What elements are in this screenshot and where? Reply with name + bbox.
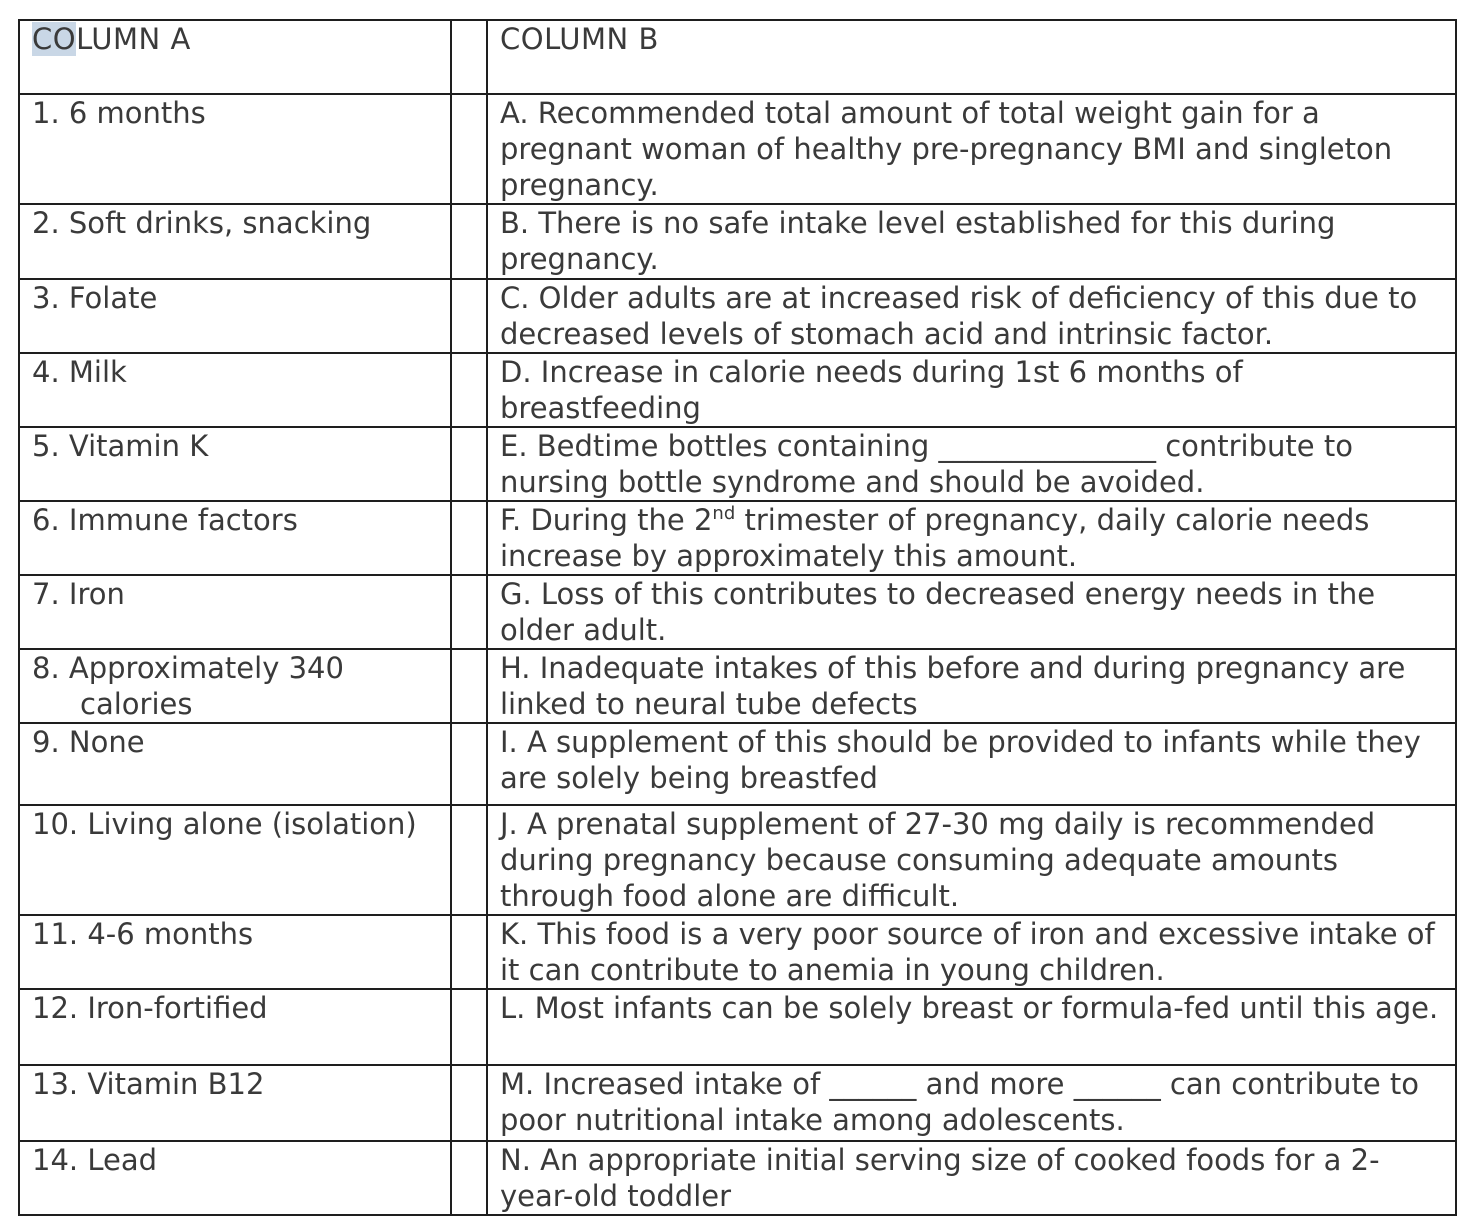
column-a-cell bbox=[19, 501, 451, 575]
column-a-item: 11. 4-6 months bbox=[32, 917, 254, 951]
column-a-item: 7. Iron bbox=[32, 577, 125, 611]
gap-cell bbox=[451, 1141, 487, 1215]
table-row bbox=[19, 723, 1456, 805]
table-row bbox=[19, 353, 1456, 427]
column-b-cell: C. Older adults are at increased risk of deficiency of this due to decreased levels of stomach acid and intrinsic factor. bbox=[487, 279, 1456, 353]
table-row bbox=[19, 427, 1456, 501]
gap-cell bbox=[451, 204, 487, 279]
column-a-cell bbox=[19, 94, 451, 204]
column-a-cell bbox=[19, 1141, 451, 1215]
column-a-header-text: LUMN A bbox=[76, 22, 191, 56]
table-row bbox=[19, 805, 1456, 915]
gap-cell bbox=[451, 1065, 487, 1141]
column-b-header: COLUMN B bbox=[487, 20, 1456, 94]
table-row bbox=[19, 204, 1456, 279]
column-a-item: 8. Approximately 340 calories bbox=[32, 651, 344, 721]
column-a-cell bbox=[19, 353, 451, 427]
gap-cell bbox=[451, 649, 487, 723]
column-b-text: F. During the 2 bbox=[500, 503, 713, 537]
gap-cell bbox=[451, 427, 487, 501]
gap-cell bbox=[451, 94, 487, 204]
column-a-item: 12. Iron-fortified bbox=[32, 991, 268, 1025]
gap-cell bbox=[451, 989, 487, 1065]
gap-cell bbox=[451, 575, 487, 649]
column-a-cell bbox=[19, 204, 451, 279]
table-row bbox=[19, 1141, 1456, 1215]
text-selection-highlight: CO bbox=[32, 22, 77, 56]
column-a-cell bbox=[19, 279, 451, 353]
gap-cell bbox=[451, 501, 487, 575]
column-b-cell: L. Most infants can be solely breast or formula-fed until this age. bbox=[487, 989, 1456, 1065]
gap-cell bbox=[451, 353, 487, 427]
column-a-item: 13. Vitamin B12 bbox=[32, 1067, 265, 1101]
table-row bbox=[19, 279, 1456, 353]
column-a-item: 10. Living alone (isolation) bbox=[32, 807, 417, 841]
column-b-cell: A. Recommended total amount of total weight gain for a pregnant woman of healthy pre-pregnancy BMI and singleton pregnancy. bbox=[487, 94, 1456, 204]
table-row bbox=[19, 989, 1456, 1065]
table-row bbox=[19, 501, 1456, 575]
column-b-cell: I. A supplement of this should be provided to infants while they are solely being breastfed bbox=[487, 723, 1456, 805]
column-b-text: trimester of pregnancy, daily calorie needs increase by approximately this amount. bbox=[500, 503, 1370, 573]
column-a-item: 4. Milk bbox=[32, 355, 127, 389]
ordinal-superscript: nd bbox=[712, 503, 736, 524]
column-a-item: 14. Lead bbox=[32, 1143, 158, 1177]
matching-table bbox=[18, 19, 1457, 1216]
column-a-item: 1. 6 months bbox=[32, 96, 206, 130]
column-b-cell: K. This food is a very poor source of iron and excessive intake of it can contribute to anemia in young children. bbox=[487, 915, 1456, 989]
column-b-cell: D. Increase in calorie needs during 1st 6 months of breastfeeding bbox=[487, 353, 1456, 427]
column-a-cell bbox=[19, 915, 451, 989]
gap-cell bbox=[451, 805, 487, 915]
header-row bbox=[19, 20, 1456, 94]
table-row bbox=[19, 1065, 1456, 1141]
gap-cell bbox=[451, 20, 487, 94]
column-a-cell bbox=[19, 805, 451, 915]
column-a-cell bbox=[19, 723, 451, 805]
column-b-cell: J. A prenatal supplement of 27-30 mg daily is recommended during pregnancy because consuming adequate amounts through food alone are difficult. bbox=[487, 805, 1456, 915]
table-row bbox=[19, 575, 1456, 649]
table-row bbox=[19, 915, 1456, 989]
table-row bbox=[19, 649, 1456, 723]
column-b-cell: E. Bedtime bottles containing _______________ contribute to nursing bottle syndrome and should be avoided. bbox=[487, 427, 1456, 501]
column-a-item: 5. Vitamin K bbox=[32, 429, 209, 463]
column-a-cell bbox=[19, 575, 451, 649]
gap-cell bbox=[451, 915, 487, 989]
column-a-cell bbox=[19, 989, 451, 1065]
column-b-cell bbox=[487, 501, 1456, 575]
column-a-cell bbox=[19, 427, 451, 501]
gap-cell bbox=[451, 279, 487, 353]
column-b-cell: N. An appropriate initial serving size of cooked foods for a 2-year-old toddler bbox=[487, 1141, 1456, 1215]
column-a-item: 2. Soft drinks, snacking bbox=[32, 206, 372, 240]
column-a-item: 3. Folate bbox=[32, 281, 158, 315]
column-a-item: 6. Immune factors bbox=[32, 503, 298, 537]
table-row bbox=[19, 94, 1456, 204]
column-a-item: 9. None bbox=[32, 725, 145, 759]
gap-cell bbox=[451, 723, 487, 805]
column-b-cell: H. Inadequate intakes of this before and during pregnancy are linked to neural tube defects bbox=[487, 649, 1456, 723]
column-b-cell: B. There is no safe intake level established for this during pregnancy. bbox=[487, 204, 1456, 279]
column-a-cell bbox=[19, 649, 451, 723]
column-b-cell: M. Increased intake of ______ and more ______ can contribute to poor nutritional intake among adolescents. bbox=[487, 1065, 1456, 1141]
column-a-header bbox=[19, 20, 451, 94]
column-b-cell: G. Loss of this contributes to decreased energy needs in the older adult. bbox=[487, 575, 1456, 649]
column-a-cell bbox=[19, 1065, 451, 1141]
